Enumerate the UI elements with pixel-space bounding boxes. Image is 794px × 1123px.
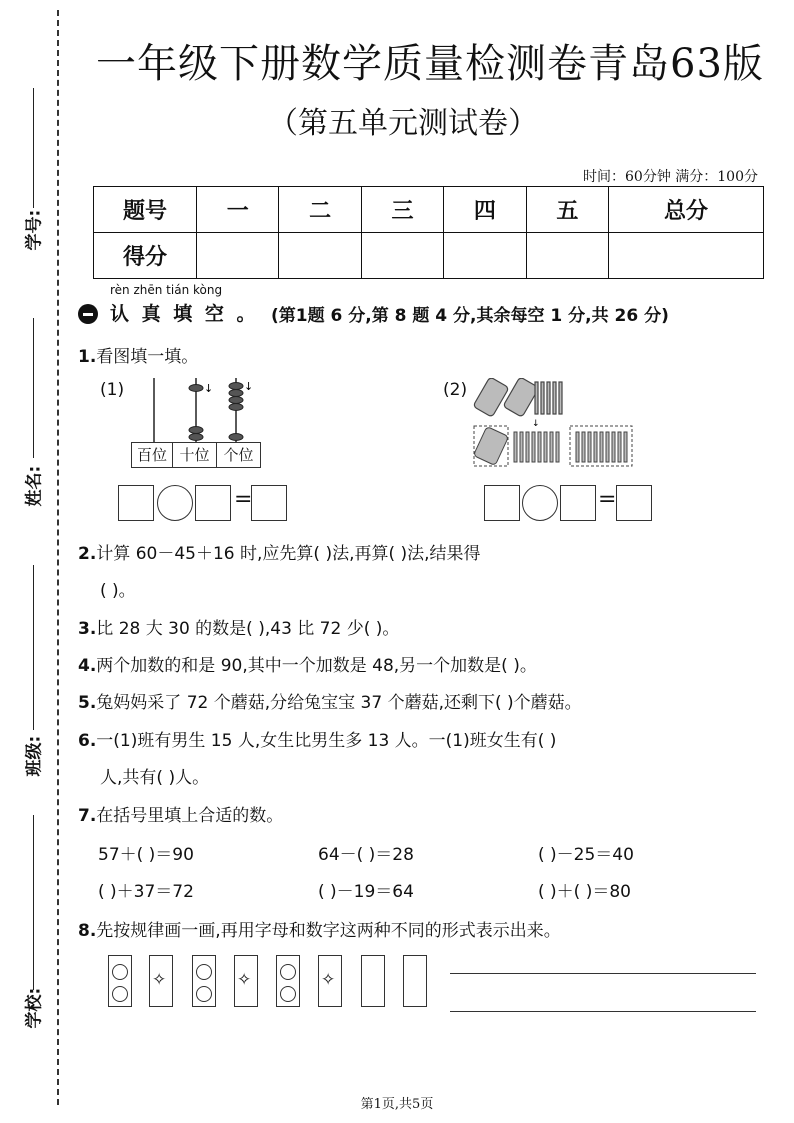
answer-box[interactable] (616, 485, 652, 521)
place-hundreds: 百位 (131, 442, 173, 468)
student-id-label: 学号: (24, 209, 45, 251)
score-col-total: 总分 (609, 187, 764, 233)
score-col-3: 三 (361, 187, 443, 233)
operator-circle[interactable] (522, 485, 558, 521)
score-cell[interactable] (609, 233, 764, 279)
answer-box[interactable] (118, 485, 154, 521)
student-id-line (33, 88, 34, 208)
page-footer: 第1页,共5页 (360, 1097, 434, 1112)
svg-text:↓: ↓ (244, 380, 254, 393)
score-col-2: 二 (279, 187, 361, 233)
name-line (33, 318, 34, 458)
question-8: 8.先按规律画一画,再用字母和数字这两种不同的形式表示出来。 (78, 921, 561, 941)
question-1: 1.看图填一填。 (78, 347, 199, 367)
score-cell[interactable] (279, 233, 361, 279)
page-title: 一年级下册数学质量检测卷青岛63版 (96, 41, 764, 87)
question-5: 5.兔妈妈采了 72 个蘑菇,分给兔宝宝 37 个蘑菇,还剩下( )个蘑菇。 (78, 693, 582, 713)
pattern-circles (192, 955, 216, 1007)
school-label: 学校: (24, 987, 45, 1029)
score-col-4: 四 (444, 187, 526, 233)
class-label: 班级: (24, 735, 45, 777)
score-table-header-label: 题号 (94, 187, 197, 233)
answer-line[interactable] (450, 973, 756, 974)
place-ones: 个位 (216, 442, 261, 468)
q1-sub2-label: (2) (443, 380, 468, 400)
answer-box[interactable] (484, 485, 520, 521)
name-label: 姓名: (24, 465, 45, 507)
page-subtitle: （第五单元测试卷） (268, 106, 538, 141)
score-table (93, 186, 764, 279)
question-6: 6.一(1)班有男生 15 人,女生比男生多 13 人。一(1)班女生有( ) (78, 731, 557, 751)
place-tens: 十位 (172, 442, 217, 468)
equals-sign: = (598, 487, 617, 512)
question-6-line2: 人,共有( )人。 (100, 768, 210, 788)
answer-box[interactable] (560, 485, 596, 521)
question-4: 4.两个加数的和是 90,其中一个加数是 48,另一个加数是( )。 (78, 656, 537, 676)
operator-circle[interactable] (157, 485, 193, 521)
score-col-1: 一 (197, 187, 279, 233)
section-number-icon (78, 304, 98, 324)
score-cell[interactable] (197, 233, 279, 279)
class-line (33, 565, 34, 730)
section-note: (第1题 6 分,第 8 题 4 分,其余每空 1 分,共 26 分) (271, 306, 669, 326)
time-score-info: 时间：60分钟 满分：100分 (583, 169, 758, 185)
pattern-star: ✧ (149, 955, 173, 1007)
q1-sub1-label: (1) (100, 380, 125, 400)
section-title: 认 真 填 空 。 (110, 303, 259, 325)
section-pinyin: rèn zhēn tián kòng (110, 283, 223, 297)
question-3: 3.比 28 大 30 的数是( ),43 比 72 少( )。 (78, 619, 400, 639)
score-row-label: 得分 (94, 233, 197, 279)
score-cell[interactable] (526, 233, 608, 279)
sticks-bundles-icon (470, 378, 640, 470)
pattern-circles (276, 955, 300, 1007)
pattern-circles (108, 955, 132, 1007)
q7-equation: ( )－19＝64 (318, 882, 414, 902)
question-7: 7.在括号里填上合适的数。 (78, 806, 284, 826)
question-2-line2: ( )。 (100, 581, 136, 601)
binding-dashed-line (57, 10, 59, 1105)
q7-equation: ( )＋( )＝80 (538, 882, 631, 902)
school-line (33, 815, 34, 990)
q7-equation: 57＋( )＝90 (98, 845, 194, 865)
pattern-star: ✧ (318, 955, 342, 1007)
answer-box[interactable] (251, 485, 287, 521)
answer-line[interactable] (450, 1011, 756, 1012)
score-cell[interactable] (444, 233, 526, 279)
score-cell[interactable] (361, 233, 443, 279)
q7-equation: ( )－25＝40 (538, 845, 634, 865)
q7-equation: ( )＋37＝72 (98, 882, 194, 902)
abacus-icon (140, 374, 270, 444)
svg-text:↓: ↓ (204, 382, 214, 395)
equals-sign: = (234, 487, 253, 512)
pattern-blank[interactable] (361, 955, 385, 1007)
question-2: 2.计算 60－45＋16 时,应先算( )法,再算( )法,结果得 (78, 544, 481, 564)
q7-equation: 64－( )＝28 (318, 845, 414, 865)
answer-box[interactable] (195, 485, 231, 521)
svg-text:↓: ↓ (532, 419, 540, 429)
pattern-blank[interactable] (403, 955, 427, 1007)
score-col-5: 五 (526, 187, 608, 233)
pattern-star: ✧ (234, 955, 258, 1007)
